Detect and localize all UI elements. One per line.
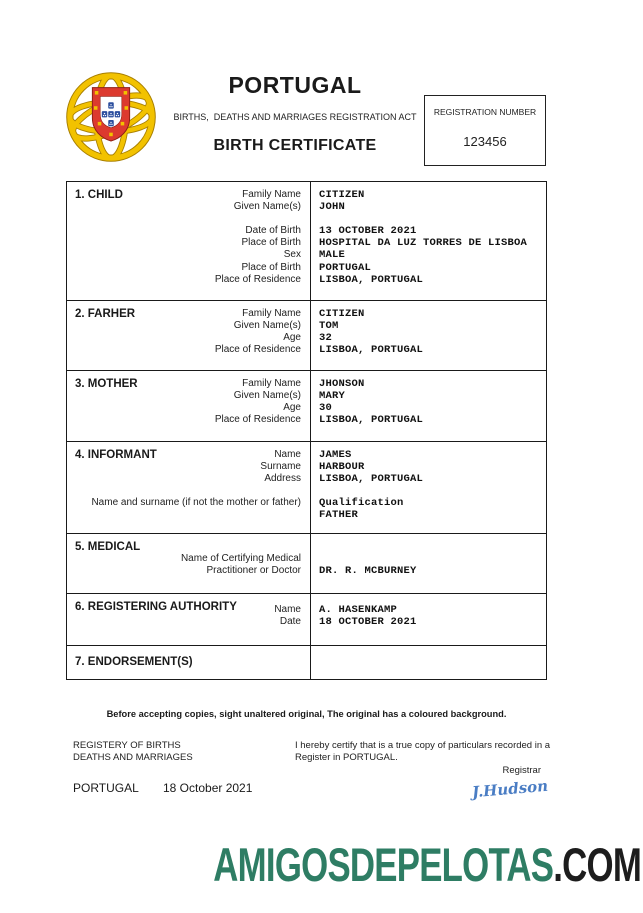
field-value: FATHER bbox=[319, 509, 359, 522]
section-registering-authority bbox=[67, 593, 546, 645]
field-label: Place of Birth bbox=[241, 261, 301, 273]
section-title: 5. MEDICAL bbox=[75, 541, 141, 553]
act-subtitle: BIRTHS, DEATHS AND MARRIAGES REGISTRATION ACT bbox=[173, 112, 417, 122]
watermark-tld: .COM bbox=[553, 838, 641, 891]
field-label: Given Name(s) bbox=[233, 201, 301, 213]
field-value: JOHN bbox=[319, 201, 346, 214]
field-label: Given Name(s) bbox=[233, 390, 301, 402]
field-value: MALE bbox=[319, 249, 346, 262]
field-value: JHONSON bbox=[319, 378, 365, 390]
footer-date: 18 October 2021 bbox=[163, 781, 253, 795]
certification-statement: I hereby certify that is a true copy of particulars recorded in a Register in PORTUGAL. bbox=[295, 740, 551, 763]
certificate-table bbox=[66, 181, 547, 680]
field-value: 30 bbox=[319, 402, 333, 415]
field-value: LISBOA, PORTUGAL bbox=[319, 473, 424, 486]
section-child bbox=[67, 182, 546, 300]
field-value: DR. R. MCBURNEY bbox=[319, 565, 417, 578]
header bbox=[158, 72, 432, 155]
section-title: 3. MOTHER bbox=[75, 378, 138, 390]
field-label: Name and surname (if not the mother or father) bbox=[91, 497, 301, 509]
field-value: Qualification bbox=[319, 497, 404, 510]
field-value: PORTUGAL bbox=[319, 261, 372, 274]
portugal-coat-of-arms-icon bbox=[62, 68, 160, 166]
footer-country: PORTUGAL bbox=[73, 781, 139, 795]
section-mother bbox=[67, 370, 546, 441]
field-label: Date bbox=[279, 616, 301, 628]
field-label: Age bbox=[283, 402, 301, 414]
field-label: Date of Birth bbox=[245, 225, 301, 237]
field-label: Place of Residence bbox=[214, 344, 301, 356]
section-title: 4. INFORMANT bbox=[75, 449, 157, 461]
field-value: 18 OCTOBER 2021 bbox=[319, 616, 417, 629]
field-value: LISBOA, PORTUGAL bbox=[319, 273, 424, 286]
section-title: 7. ENDORSEMENT(S) bbox=[75, 656, 193, 668]
field-value: HARBOUR bbox=[319, 461, 365, 474]
field-value: 13 OCTOBER 2021 bbox=[319, 225, 417, 238]
field-value: JAMES bbox=[319, 449, 352, 461]
field-label: Name bbox=[274, 604, 301, 615]
field-value bbox=[319, 553, 546, 565]
field-label bbox=[75, 213, 301, 225]
site-watermark bbox=[213, 839, 641, 891]
field-label: Family Name bbox=[242, 308, 301, 319]
section-father bbox=[67, 300, 546, 370]
field-value bbox=[319, 541, 546, 553]
section-title: 2. FARHER bbox=[75, 308, 136, 320]
field-label: Name of Certifying Medical bbox=[180, 553, 301, 565]
registrar-signature: J.Hudson bbox=[471, 776, 549, 802]
field-label bbox=[75, 485, 301, 497]
document-title: BIRTH CERTIFICATE bbox=[213, 137, 377, 154]
field-value: 32 bbox=[319, 332, 333, 345]
field-label: Age bbox=[283, 332, 301, 344]
field-value bbox=[319, 213, 546, 225]
field-value: LISBOA, PORTUGAL bbox=[319, 414, 424, 427]
field-value: CITIZEN bbox=[319, 189, 365, 201]
field-value bbox=[319, 485, 546, 497]
field-label: Place of Residence bbox=[214, 273, 301, 285]
section-endorsements bbox=[67, 645, 546, 679]
field-label: Name bbox=[274, 449, 301, 460]
field-label: Surname bbox=[260, 461, 301, 473]
section-title: 6. REGISTERING AUTHORITY bbox=[75, 601, 237, 613]
field-label: Address bbox=[264, 473, 301, 485]
registration-number-label: REGISTRATION NUMBER bbox=[433, 107, 537, 117]
field-label: Sex bbox=[283, 249, 301, 261]
section-title: 1. CHILD bbox=[75, 189, 123, 201]
field-label: Family Name bbox=[242, 378, 301, 389]
country-title: PORTUGAL bbox=[228, 72, 362, 98]
registration-number-box bbox=[424, 95, 546, 166]
field-value: TOM bbox=[319, 320, 339, 333]
watermark-brand: AMIGOSDEPELOTAS bbox=[213, 838, 554, 891]
field-label bbox=[75, 509, 301, 521]
field-label: Family Name bbox=[242, 189, 301, 200]
field-label: Place of Birth bbox=[241, 237, 301, 249]
field-value: LISBOA, PORTUGAL bbox=[319, 344, 424, 357]
field-label: Practitioner or Doctor bbox=[206, 565, 301, 577]
field-value: A. HASENKAMP bbox=[319, 604, 398, 616]
registry-office-label: REGISTERY OF BIRTHS DEATHS AND MARRIAGES bbox=[73, 740, 193, 763]
registrar-label: Registrar bbox=[502, 765, 541, 776]
section-medical bbox=[67, 533, 546, 593]
field-value: CITIZEN bbox=[319, 308, 365, 320]
registration-number-value: 123456 bbox=[463, 134, 507, 149]
copy-warning-note: Before accepting copies, sight unaltered original, The original has a coloured background. bbox=[106, 709, 507, 719]
field-label: Place of Residence bbox=[214, 414, 301, 426]
field-label: Given Name(s) bbox=[233, 320, 301, 332]
field-value: MARY bbox=[319, 390, 346, 403]
section-informant bbox=[67, 441, 546, 533]
field-value: HOSPITAL DA LUZ TORRES DE LISBOA bbox=[319, 237, 528, 250]
